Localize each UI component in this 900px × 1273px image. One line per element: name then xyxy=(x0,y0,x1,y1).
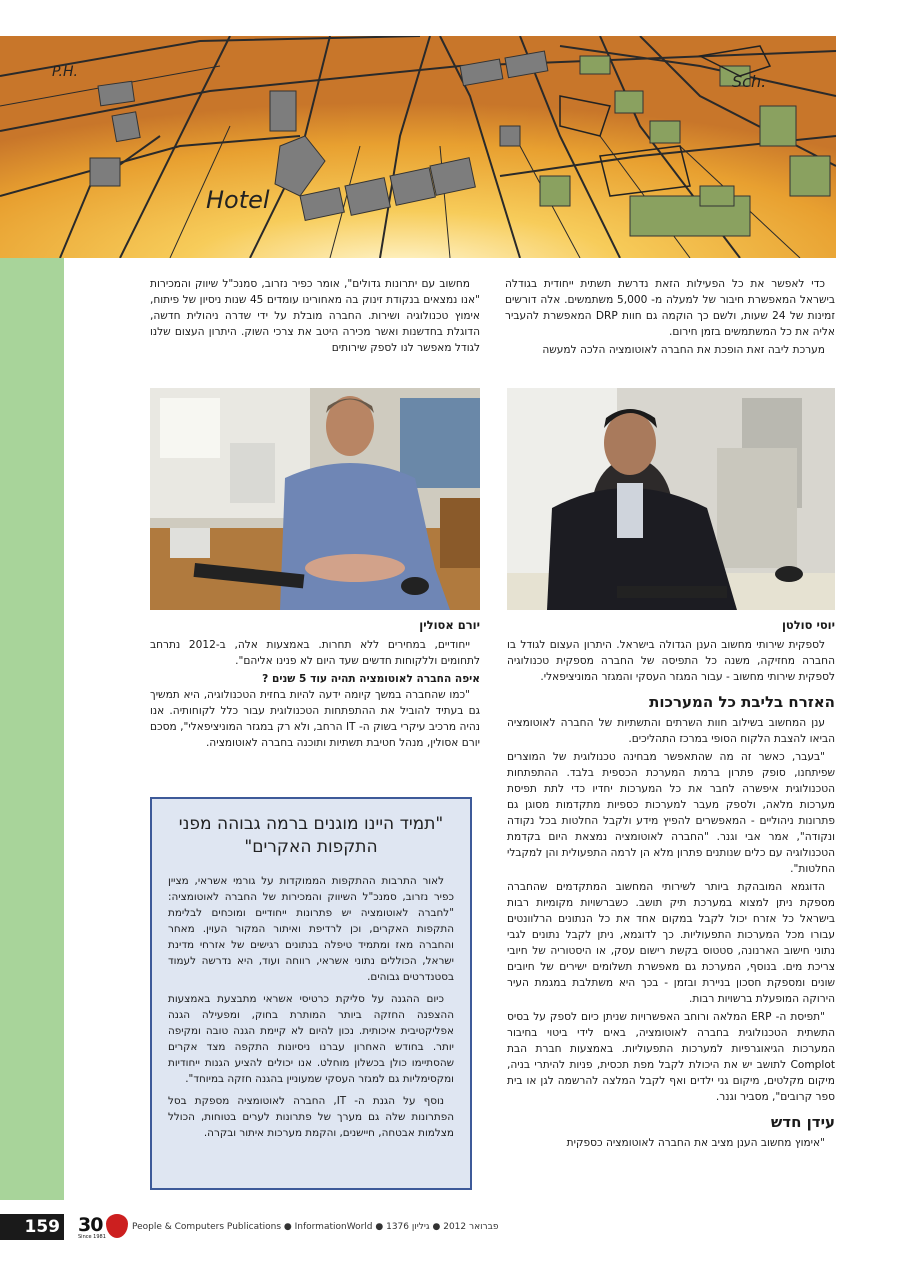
logo-since: Since 1981 xyxy=(78,1234,106,1240)
caption-left-photo: יורם אסולין xyxy=(419,618,480,632)
section-heading: עידן חדש xyxy=(770,1113,835,1131)
green-margin-bar xyxy=(0,98,64,1200)
page-number: 159 xyxy=(0,1214,64,1240)
hero-map-illustration xyxy=(0,36,836,258)
magazine-name: InformationWorld xyxy=(294,1222,373,1232)
caption-right-photo: יוסי סולטן xyxy=(781,618,835,632)
footer-credits xyxy=(132,1222,498,1232)
paragraph: הדוגמא המובהקת ביותר לשירותי המחשוב המתקדמים שהחברה מספקת ניתן למצוא במערכת תיק תושב. כשברשויות מקומיות רבות בישראל כל אזרח יכול לקבל במקום אחד את כל הנתונים הרלוונטים עבורו מכל המערכות התפעוליות. כך לדוגמא, ניתן לקבל נתונים לגבי נתוני חישוב הארנונה, סטטוס בקשת רישום עסק, או היסטוריה של חיובי צריכת מים. בנוסף, המערכת גם מאפשרת תשלומים ישירים של חיובים שונים ומספקת חסכון בניירת ובזמן - בכך היא משתלבת במגמת העיר הירוקה המופעלת ברשויות רבות. xyxy=(507,881,835,1005)
paragraph: כיום ההגנה על סליקת כרטיסי אשראי מתבצעת באמצעות ההצפנה החזקה ביותר המותרת בחוק, ומפעילה הגנה אפליקטיבית איכותית. נכון להיום לא קיימת הגנה טובה ומקיפה יותר. בחודש האחרון עברנו ניסיונות התקפה מצד אקרים שהסתיימו כולן בכשלון מוחלט. אנו יכולים להציע הגנות ייחודיות ומקסימליות גם למגזר העסקי שמעוניין בהגנה חזקה במיוחד". xyxy=(168,993,454,1085)
paragraph: מחשוב עם יתרונות גדולים", אומר כפיר נזרוב, סמנכ"ל שיווק והמכירות "אנו נמצאים בנקודת זינוק בה מאחורינו עומדים 45 שנות ניסיון של פיתוח, אימוץ טכנולוגיה ושירות. החברה מובלת על ידי שדרה ניהולית חדשה, הדוגלת בחדשנות ואשר מכירה היטב את צרכי השוק. היתרון העצום שלנו לגודל מאפשר לנו לספק שירותים xyxy=(150,278,480,354)
photo-graphic xyxy=(507,388,835,610)
sidebar-quote-box xyxy=(150,797,472,1190)
paragraph: ייחודיים, במחירים ללא תחרות. באמצעות אלה, ב-2012 נתרחב לתחומים וללקוחות חדשים שעד היום לא פנינו אליהם". xyxy=(150,639,480,667)
issue-number: גיליון 1376 xyxy=(386,1222,430,1232)
photo-yoram-asulin xyxy=(150,388,480,610)
quote-title: "תמיד היינו מוגנים ברמה גבוהה מפני התקפות האקרים" xyxy=(178,814,444,857)
issue-date: פברואר 2012 xyxy=(443,1222,499,1232)
column-top-right xyxy=(505,276,835,360)
map-graphic xyxy=(0,36,836,258)
logo-30: 30 xyxy=(78,1214,103,1236)
section-heading: האזרח בליבת כל המערכות xyxy=(649,693,835,711)
logo-mark-icon xyxy=(106,1214,128,1238)
column-top-left xyxy=(150,276,480,358)
column-lower-left xyxy=(150,637,480,753)
paragraph: "כמו שהחברה במשך קיומה ידעה להיות בחזית הטכנולוגיה, היא תמשיך גם בעתיד להוביל את ההתפתחות הטכנולוגית עבור כלל לקוחותיה. אנו נהיה מרכיב עיקרי בשוק ה- IT הרחב, ולא רק במגזר המוניציפאלי", מסכם יורם אסולין, מנהל חטיבת תשתיות ותוכנה בחברה לאוטומציה. xyxy=(150,689,480,749)
paragraph: מערכת ליבה זאת הופכת את החברה לאוטומציה הלכה למעשה xyxy=(542,344,825,356)
separator-dot: ● xyxy=(283,1222,295,1232)
separator-dot: ● xyxy=(375,1222,387,1232)
page-footer xyxy=(0,1212,900,1242)
subheading: איפה החברה לאוטומציה תהיה עוד 5 שנים ? xyxy=(262,673,480,685)
paragraph: לאור התרבות ההתקפות הממוקדות על גורמי אשראי, מציין כפיר נזרוב, סמנכ"ל השיווק והמכירות של החברה לאוטומציה: "לחברה לאוטומציה יש פתרונות ייחודיים ומוכחים לבלימת התקפות האקרים, וכן לרדיפת ואיתור המקור העוין. מאחר והחברה מאז ומתמיד טיפלה בנתונים רגישים של אזרחי מדינת ישראל, הכוללים נתוני אשראי, רווחה ועוד, היא נדרשה לעמוד בסטנדרטים גבוהים. xyxy=(168,875,454,983)
paragraph: ענן המחשוב בשילוב חוות השרתים והתשתיות של החברה לאוטומציה הביאו להצבת הלקוח הסופי במרכז התהליכים. xyxy=(507,717,835,745)
map-label-sch: Sch. xyxy=(732,72,767,91)
paragraph: "בעבר, כאשר זה מה שהתאפשר מבחינה טכנולוגית של המוצרים שפיתחנו, סופק פתרון ברמת המערכת הכספית בלבד. ההתפתחות הטכנולוגית איפשרה לחבר את כל המערכות יחדיו כדי לתת תפיסת מערכות מלאה, ולספק מעבר למערכות כספיות מתקדמות מסוגן גם פתרונות ניהוליים - המאפשרים להפיץ מידע ולקבל החלטות בכל נקודה ונקודה", אמר אבי וגנר. "החברה לאוטומציה נמצאת היום בקדמת הטכנולוגיה עם כלים שנותנים פתרון מלא הן לרמה התפעולית והן למקבלי החלטות". xyxy=(507,751,835,875)
column-lower-right xyxy=(507,637,835,1153)
map-label-hotel: Hotel xyxy=(206,186,270,214)
photo-yossi-soltan xyxy=(507,388,835,610)
photo-graphic xyxy=(150,388,480,610)
separator-dot: ● xyxy=(429,1222,441,1232)
paragraph: כדי לאפשר את כל הפעילות הזאת נדרשת תשתית ייחודית בגודלה בישראל המאפשרת חיבור של למעלה מ- 5,000 משתמשים. אלה דורשים זמינות של 24 שעות, ולשם כך הוקמה גם חוות DRP המאפשרת להעביר אליה את כל המשתמשים בזמן חירום. xyxy=(505,278,835,338)
paragraph: נוסף על הגנת ה- IT, החברה לאוטומציה מספקת בסל הפתרונות שלה גם מערך של פתרונות לערים בטוחות, הכולל מצלמות אבטחה, חיישנים, והקמת מערכות איתור ובקרה. xyxy=(168,1095,454,1139)
publisher-name: People & Computers Publications xyxy=(132,1222,282,1232)
map-label-ph: P.H. xyxy=(52,64,78,80)
paragraph: לספקית שירותי מחשוב הענן הגדולה בישראל. היתרון העצום לגודל בו החברה מחזיקה, משנה כל התפיסה של החברה מספקית טכנולוגיה לספקית שירותי מחשוב - עבור המגזר העסקי והמגזר המוניציפאלי. xyxy=(507,639,835,683)
paragraph: "אימוץ מחשוב הענן מציב את החברה לאוטומציה כספקית xyxy=(566,1137,825,1149)
paragraph: "תפיסת ה- ERP המלאה ורוחב האפשרויות שניתן כיום לספק על בסיס התשתית הטכנולוגית בחברה לאוטומציה, באים לידי ביטוי בחיבור המערכות הגיאוגרפיות למערכות התפעוליות. באמצעות חברת הבת Complot לתושב יש את היכולת לקבל מפת תכסית, פניות להיתרי בניה, מיקום מקלטים, מיקום גני ילדים ואף לקבל המלצה להרשמה לגן או בית ספר קרובים", מסביר וגנר. xyxy=(507,1011,835,1103)
